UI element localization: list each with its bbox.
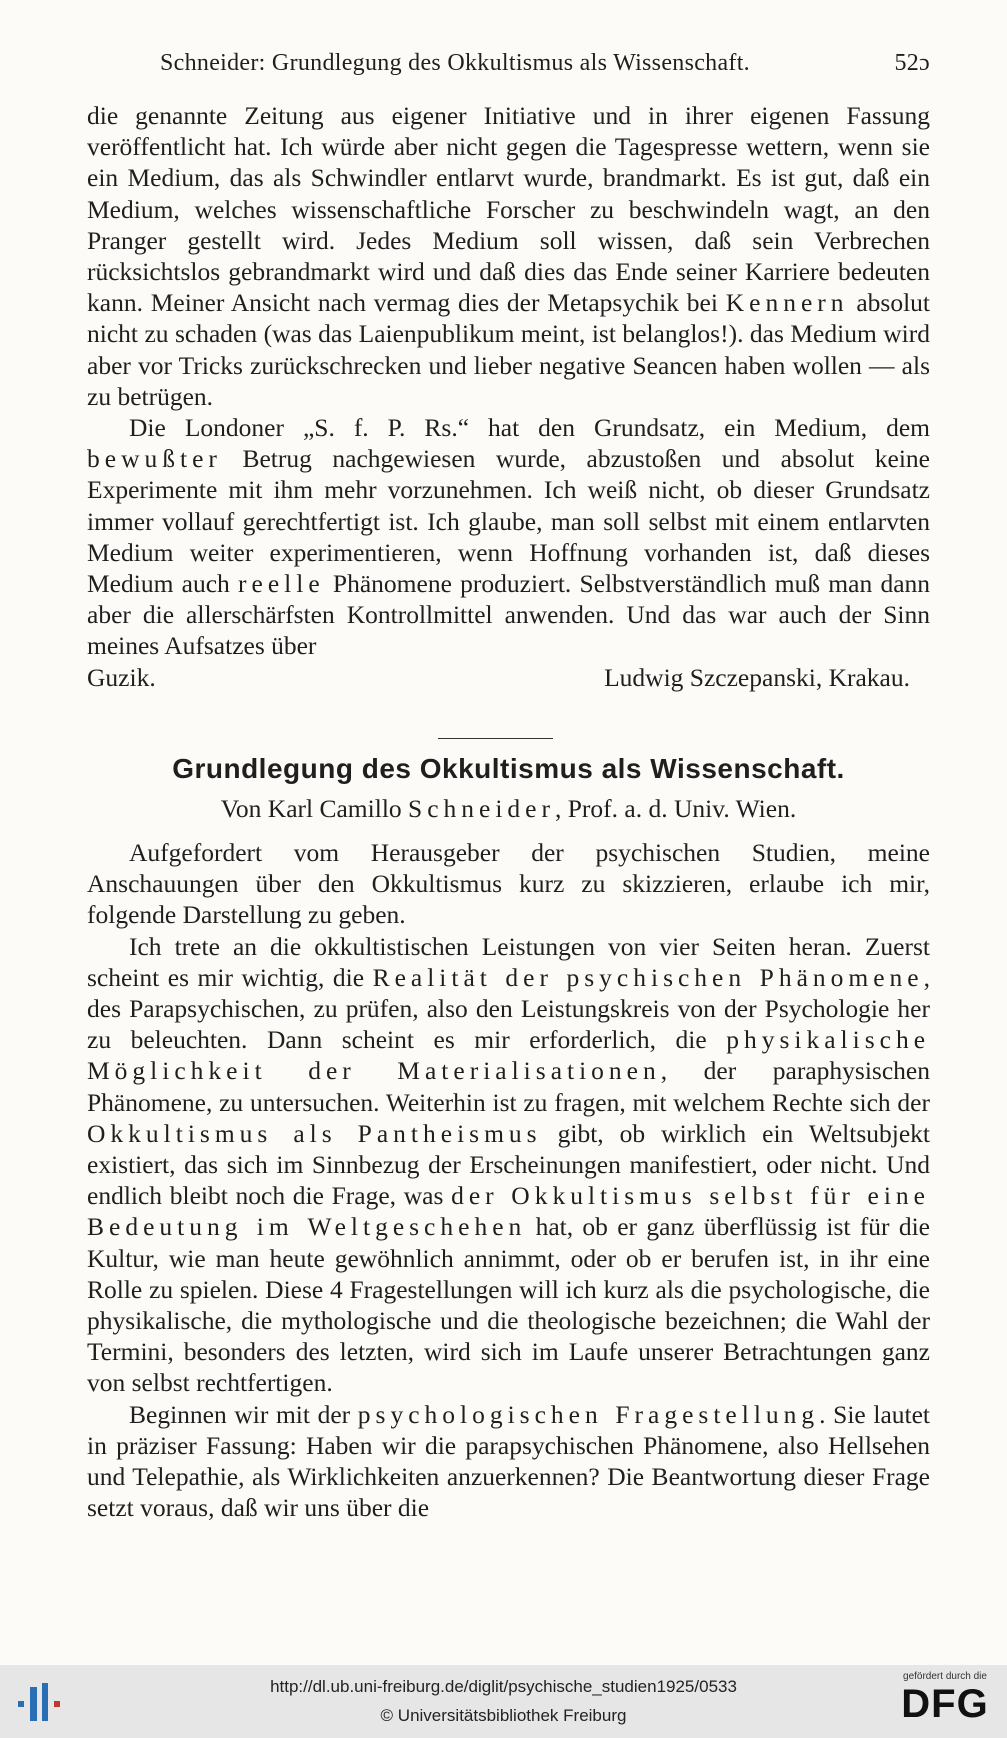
paragraph — [87, 1399, 930, 1524]
page-number: 52ɔ — [894, 50, 930, 76]
paragraph — [87, 100, 930, 412]
text-run: Die Londoner „S. f. P. Rs.“ hat den Grundsatz, ein Medium, dem — [129, 413, 930, 443]
text-run: , des Parapsychischen, zu prüfen, also den Leistungskreis von der Psychologie her zu beleuchten. Dann scheint es mir erforderlich, die — [87, 962, 930, 1055]
text-run: absolut nicht zu schaden (was das Laienpublikum meint, ist belanglos!). das Medium wird aber vor Tricks zurückschrecken und lieber negative Seancen haben wollen — als zu betrügen. — [87, 288, 931, 411]
running-head — [160, 50, 930, 84]
text-run: Beginnen wir mit der — [129, 1399, 351, 1429]
text-run: , Prof. a. d. Univ. Wien. — [555, 794, 797, 823]
text-run: gibt, ob wirklich ein Weltsubjekt existiert, das sich im Sinnbezug der Erscheinungen manifestiert, oder nicht. Und endlich bleibt noch die Frage, was — [87, 1118, 930, 1211]
article-body — [87, 837, 930, 1523]
dfg-logo — [895, 1671, 995, 1733]
text-run: hat, ob er ganz überflüssig ist für die Kultur, wie man heute gewöhnlich annimmt, oder ob er berufen ist, in ihr eine Rolle zu spielen. Diese 4 Fragestellungen will ich kurz als die psychologische, die physikalische, die mythologische und die theologische bezeichnen; die Wahl der Termini, besonders des letzten, wird sich im Laufe unserer Betrachtungen ganz von selbst rechtfertigen. — [87, 1212, 930, 1398]
text-run: die genannte Zeitung aus eigener Initiative und in ihrer eigenen Fassung veröffentlicht hat. Ich würde aber nicht gegen die Tagespresse wettern, wenn sie ein Medium, das als Schwindler entlarvt wurde, brandmarkt. Es ist gut, daß ein Medium, welches wissenschaftliche Forscher zu beschwindeln wagt, an den Pranger gestellt wird. Jedes Medium soll wissen, daß sein Verbrechen rücksichtslos gebrandmarkt wird und daß dies das Ende seiner Karriere bedeuten kann. Meiner Ansicht nach vermag dies der Metapsychik bei — [87, 101, 930, 318]
spaced-emphasis: Realität der psychischen Phänomene — [372, 962, 924, 992]
text-run: . Sie lautet in präziser Fassung: Haben wir die parapsychischen Phänomene, also Hellsehen und Telepathie, als Wirklichkeiten anzuerkennen? Die Beantwortung dieser Frage setzt voraus, daß wir uns über die — [87, 1399, 931, 1523]
author-signature: Ludwig Szczepanski, Krakau. — [604, 662, 910, 692]
text-run: , der paraphysischen Phänomene, zu untersuchen. Weiterhin ist zu fragen, mit welchem Rechte sich der — [87, 1056, 930, 1117]
article-byline — [87, 794, 930, 824]
paragraph — [87, 931, 930, 1399]
spaced-emphasis: physikalische Möglichkeit der Materialisationen — [87, 1025, 931, 1086]
spaced-emphasis: reelle — [238, 569, 325, 599]
article-heading: Grundlegung des Okkultismus als Wissenschaft. — [172, 753, 845, 784]
dfg-funding-text: gefördert durch die — [903, 1671, 987, 1682]
spaced-emphasis: Okkultismus als Pantheismus — [87, 1118, 542, 1148]
text-run: Von Karl Camillo — [220, 794, 402, 823]
previous-article-text — [87, 100, 930, 693]
author-name: Schneider — [408, 794, 555, 823]
spaced-emphasis: bewußter — [87, 444, 222, 474]
running-title: Schneider: Grundlegung des Okkultismus als Wissenschaft. — [160, 50, 750, 76]
text-run: Betrug nachgewiesen wurde, abzustoßen und absolut keine Experimente mit ihm mehr vorzunehmen. Ich weiß nicht, ob dieser Grundsatz immer vollauf gerechtfertigt ist. Ich glaube, man soll selbst mit einem entlarvten Medium weiter experimentieren, wenn Hoffnung vorhanden ist, daß dieses Medium auch — [87, 444, 931, 599]
copyright-notice: © Universitätsbibliothek Freiburg — [380, 1706, 627, 1725]
spaced-emphasis: psychologischen Fragestellung — [357, 1399, 820, 1429]
paragraph — [87, 412, 930, 662]
source-url-link[interactable]: http://dl.ub.uni-freiburg.de/diglit/psychische_studien1925/0533 — [270, 1677, 737, 1696]
viewer-footer — [0, 1665, 1007, 1738]
text-run: Guzik. — [87, 662, 156, 692]
spaced-emphasis: der Okkultismus selbst für eine Bedeutung im Weltgeschehen — [87, 1181, 931, 1242]
signature-line — [87, 662, 930, 693]
text-run: Ich trete an die okkultistischen Leistungen von vier Seiten heran. Zuerst scheint es mir wichtig, die — [87, 931, 930, 992]
paragraph: Aufgefordert vom Herausgeber der psychischen Studien, meine Anschauungen über den Okkultismus kurz zu skizzieren, erlaube ich mir, folgende Darstellung zu geben. — [87, 838, 930, 930]
section-divider — [438, 738, 553, 739]
text-run: Phänomene produziert. Selbstverständlich muß man dann aber die allerschärfsten Kontrollmittel anwenden. Und das war auch der Sinn meines Aufsatzes über — [87, 569, 931, 661]
dfg-logo-text: DFG — [901, 1682, 989, 1726]
spaced-emphasis: Kennern — [725, 288, 849, 318]
